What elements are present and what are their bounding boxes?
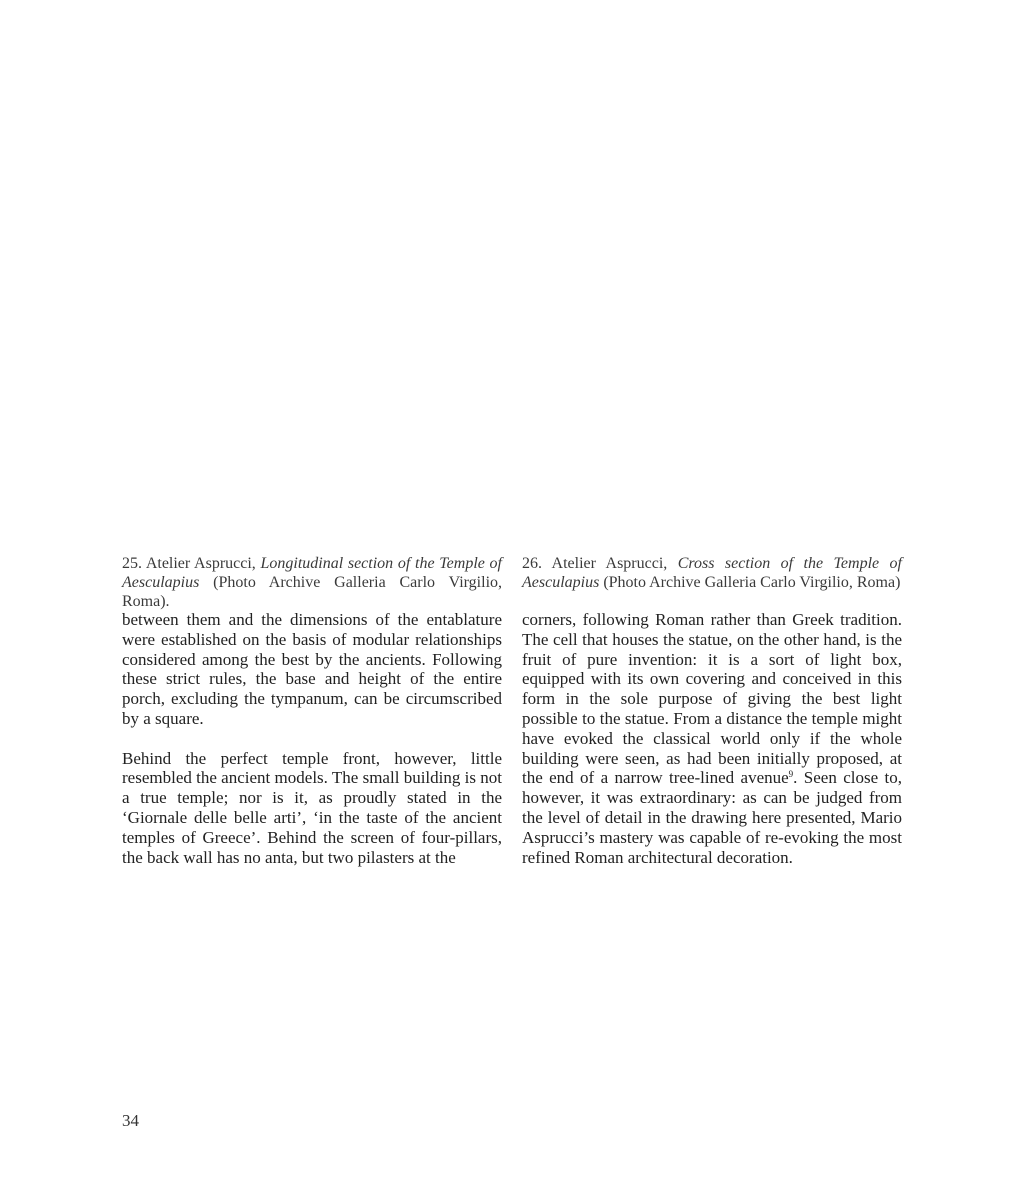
caption-prefix: Atelier Asprucci,	[551, 555, 668, 572]
body-paragraph	[522, 610, 902, 867]
caption-source: (Photo Archive Galleria Carlo Virgilio, Roma)	[603, 574, 901, 591]
caption-source: (Photo Archive Galleria Carlo Virgilio, Roma).	[122, 574, 503, 610]
caption-number: 25.	[122, 555, 142, 572]
paragraph-text: corners, following Roman rather than Greek tradition. The cell that houses the statue, on the other hand, is the fruit of pure invention: it is a sort of light box, equipped with its own covering and conceived in this form in the sole purpose of giving the best light possible to the statue. From a distance the temple might have evoked the classical world only if the whole building were seen, as had been initially proposed, at the end of a narrow tree-lined avenue	[522, 610, 902, 788]
figure-caption-25	[122, 554, 502, 611]
body-paragraph: Behind the perfect temple front, however, little resembled the ancient models. The small building is not a true temple; nor is it, as proudly stated in the ‘Giornale delle belle arti’, ‘in the taste of the ancient temples of Greece’. Behind the screen of four-pillars, the back wall has no anta, but two pilasters at the	[122, 748, 502, 867]
body-column-left	[122, 610, 502, 867]
caption-title: Cross section of the Temple of Aesculapius	[522, 555, 903, 591]
body-column-right	[522, 610, 902, 867]
caption-title: Longitudinal section of the Temple of Aesculapius	[122, 555, 502, 591]
footnote-marker[interactable]: 9	[788, 769, 794, 780]
paragraph-text: . Seen close to, however, it was extraordinary: as can be judged from the level of detail in the drawing here presented, Mario Asprucci’s mastery was capable of re-evoking the most refined Roman architectural decoration.	[522, 768, 902, 867]
figure-caption-26	[522, 554, 902, 592]
page-number: 34	[122, 1111, 139, 1130]
caption-number: 26.	[522, 555, 542, 572]
caption-prefix: Atelier Asprucci,	[145, 555, 256, 572]
body-paragraph: between them and the dimensions of the entablature were established on the basis of modular relationships considered among the best by the ancients. Following these strict rules, the base and height of the entire porch, excluding the tympanum, can be circumscribed by a square.	[122, 610, 502, 728]
